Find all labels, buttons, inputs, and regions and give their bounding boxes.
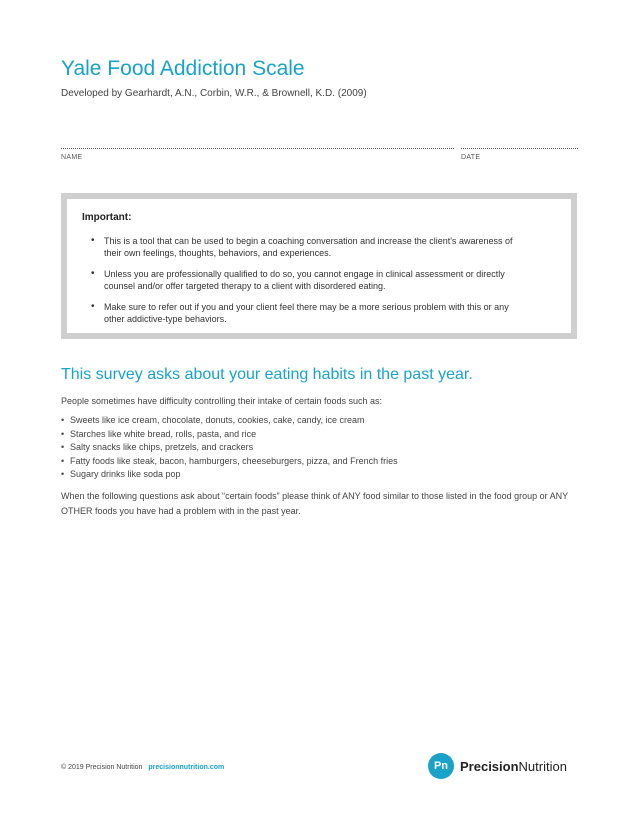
important-box (61, 193, 577, 339)
name-label: NAME (61, 154, 83, 161)
name-field-line[interactable] (61, 148, 454, 149)
survey-heading: This survey asks about your eating habits in the past year. (61, 366, 473, 383)
survey-intro: People sometimes have difficulty controlling their intake of certain foods such as: (61, 396, 383, 406)
food-item: • Salty snacks like chips, pretzels, and crackers (61, 441, 398, 455)
food-list (61, 414, 398, 482)
food-item: • Sweets like ice cream, chocolate, donuts, cookies, cake, candy, ice cream (61, 414, 398, 428)
important-list (82, 235, 557, 325)
footer (61, 764, 224, 771)
important-item: • Make sure to refer out if you and your client feel there may be a more serious problem with this or any other addictive-type behaviors. (82, 301, 524, 325)
food-item: • Sugary drinks like soda pop (61, 468, 398, 482)
date-field-line[interactable] (461, 148, 578, 149)
brand-logo (428, 753, 567, 779)
page-title: Yale Food Addiction Scale (61, 57, 305, 80)
important-item: • This is a tool that can be used to begin a coaching conversation and increase the client's awareness of their own feelings, thoughts, behaviors, and experiences. (82, 235, 524, 259)
pn-logo-icon: Pn (428, 753, 454, 779)
food-item: • Fatty foods like steak, bacon, hamburgers, cheeseburgers, pizza, and French fries (61, 455, 398, 469)
logo-word-1: Precision (460, 758, 519, 774)
food-item: • Starches like white bread, rolls, pasta, and rice (61, 428, 398, 442)
logo-word-2: Nutrition (518, 758, 567, 774)
website-link[interactable]: precisionnutrition.com (148, 764, 225, 771)
page-subtitle: Developed by Gearhardt, A.N., Corbin, W.R., & Brownell, K.D. (2009) (61, 88, 367, 99)
date-label: DATE (461, 154, 481, 161)
copyright: © 2019 Precision Nutrition (61, 764, 143, 771)
important-heading: Important: (82, 212, 132, 223)
important-inner (67, 199, 571, 333)
logo-wordmark (460, 759, 567, 774)
important-item: • Unless you are professionally qualified to do so, you cannot engage in clinical assessment or directly counsel and/or offer targeted therapy to a client with disordered eating. (82, 268, 524, 292)
survey-note: When the following questions ask about “certain foods” please think of ANY food similar to those listed in the food group or ANY OTHER foods you have had a problem with in the past year. (61, 491, 568, 516)
